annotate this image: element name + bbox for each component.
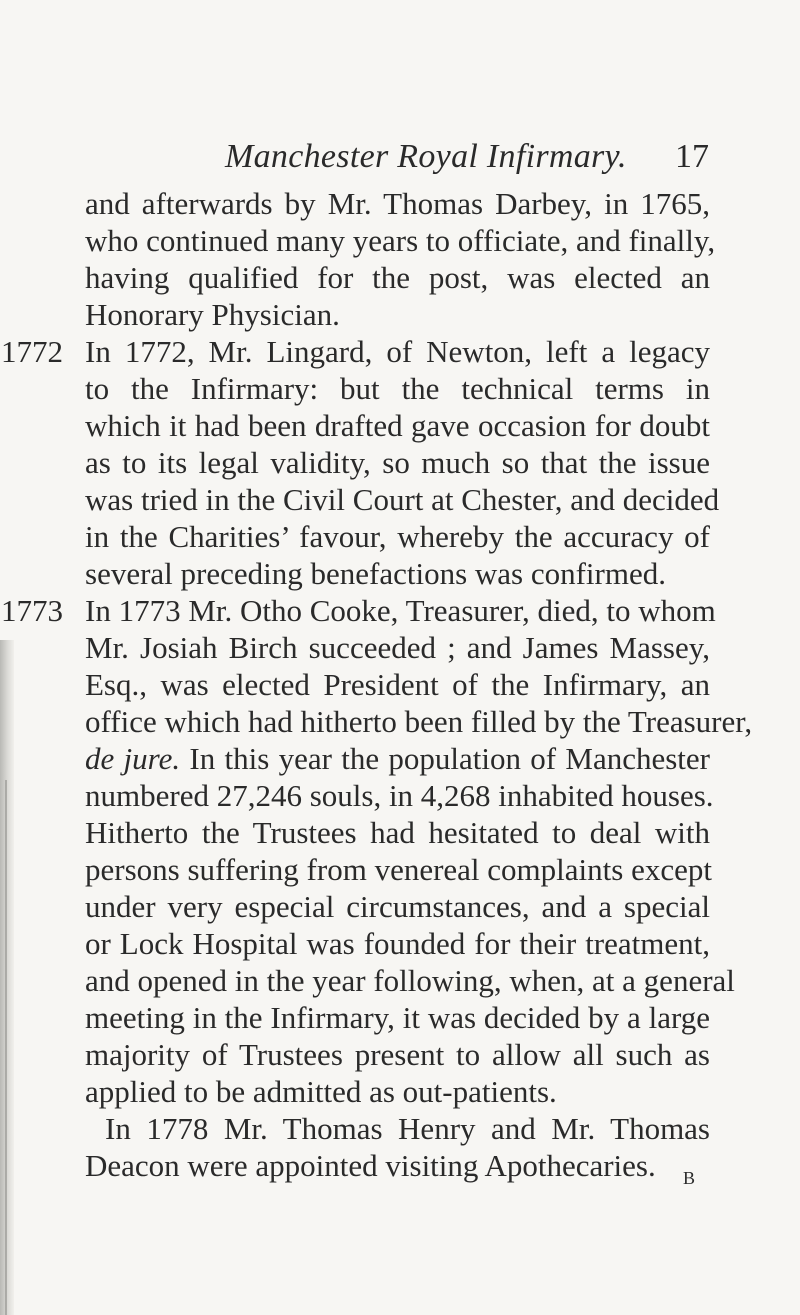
margin-year: 1772 <box>1 334 63 369</box>
text-line: which it had been drafted gave occasion for doubt <box>85 408 710 443</box>
margin-year: 1773 <box>1 593 63 628</box>
page-header <box>0 126 800 176</box>
text-line: Hitherto the Trustees had hesitated to deal with <box>85 815 710 850</box>
text-line: Deacon were appointed visiting Apothecaries. <box>85 1148 656 1183</box>
text-line: meeting in the Infirmary, it was decided by a large <box>85 1000 710 1035</box>
text-line: 1772 In 1772, Mr. Lingard, of Newton, left a legacy <box>0 330 800 374</box>
text-line: or Lock Hospital was founded for their treatment, <box>85 926 710 961</box>
text-line: having qualified for the post, was elected an <box>85 260 710 295</box>
text-line: majority of Trustees present to allow all such as <box>85 1037 710 1072</box>
text-line: as to its legal validity, so much so that the issue <box>85 445 710 480</box>
text-line: and afterwards by Mr. Thomas Darbey, in 1765, <box>85 186 710 221</box>
text-line: In 1778 Mr. Thomas Henry and Mr. Thomas <box>105 1111 710 1146</box>
text-line: and opened in the year following, when, at a general <box>85 963 735 998</box>
text-line: persons suffering from venereal complaints except <box>85 852 712 887</box>
text-line: 1773 In 1773 Mr. Otho Cooke, Treasurer, died, to whom <box>0 589 800 633</box>
text-line: who continued many years to officiate, and finally, <box>85 223 716 258</box>
text-line: office which had hitherto been filled by the Treasurer, <box>85 704 753 739</box>
text-line: Mr. Josiah Birch succeeded ; and James Massey, <box>85 630 710 665</box>
text-line: applied to be admitted as out-patients. <box>85 1074 557 1109</box>
text-line: in the Charities’ favour, whereby the accuracy of <box>85 519 710 554</box>
text-line: to the Infirmary: but the technical terms in <box>85 371 710 406</box>
text-line: several preceding benefactions was confirmed. <box>85 556 666 591</box>
text-line: was tried in the Civil Court at Chester, and decided <box>85 482 720 517</box>
text-line: de jure. In this year the population of Manchester <box>85 741 710 776</box>
text-line: Honorary Physician. <box>85 297 340 332</box>
text-line: Esq., was elected President of the Infirmary, an <box>85 667 710 702</box>
text-line: under very especial circumstances, and a special <box>85 889 710 924</box>
page-number: 17 <box>675 138 709 175</box>
running-title: Manchester Royal Infirmary. <box>225 138 627 175</box>
text-line: numbered 27,246 souls, in 4,268 inhabited houses. <box>85 778 714 813</box>
italic-phrase: de jure. <box>85 741 181 776</box>
signature-mark: B <box>683 1168 696 1188</box>
